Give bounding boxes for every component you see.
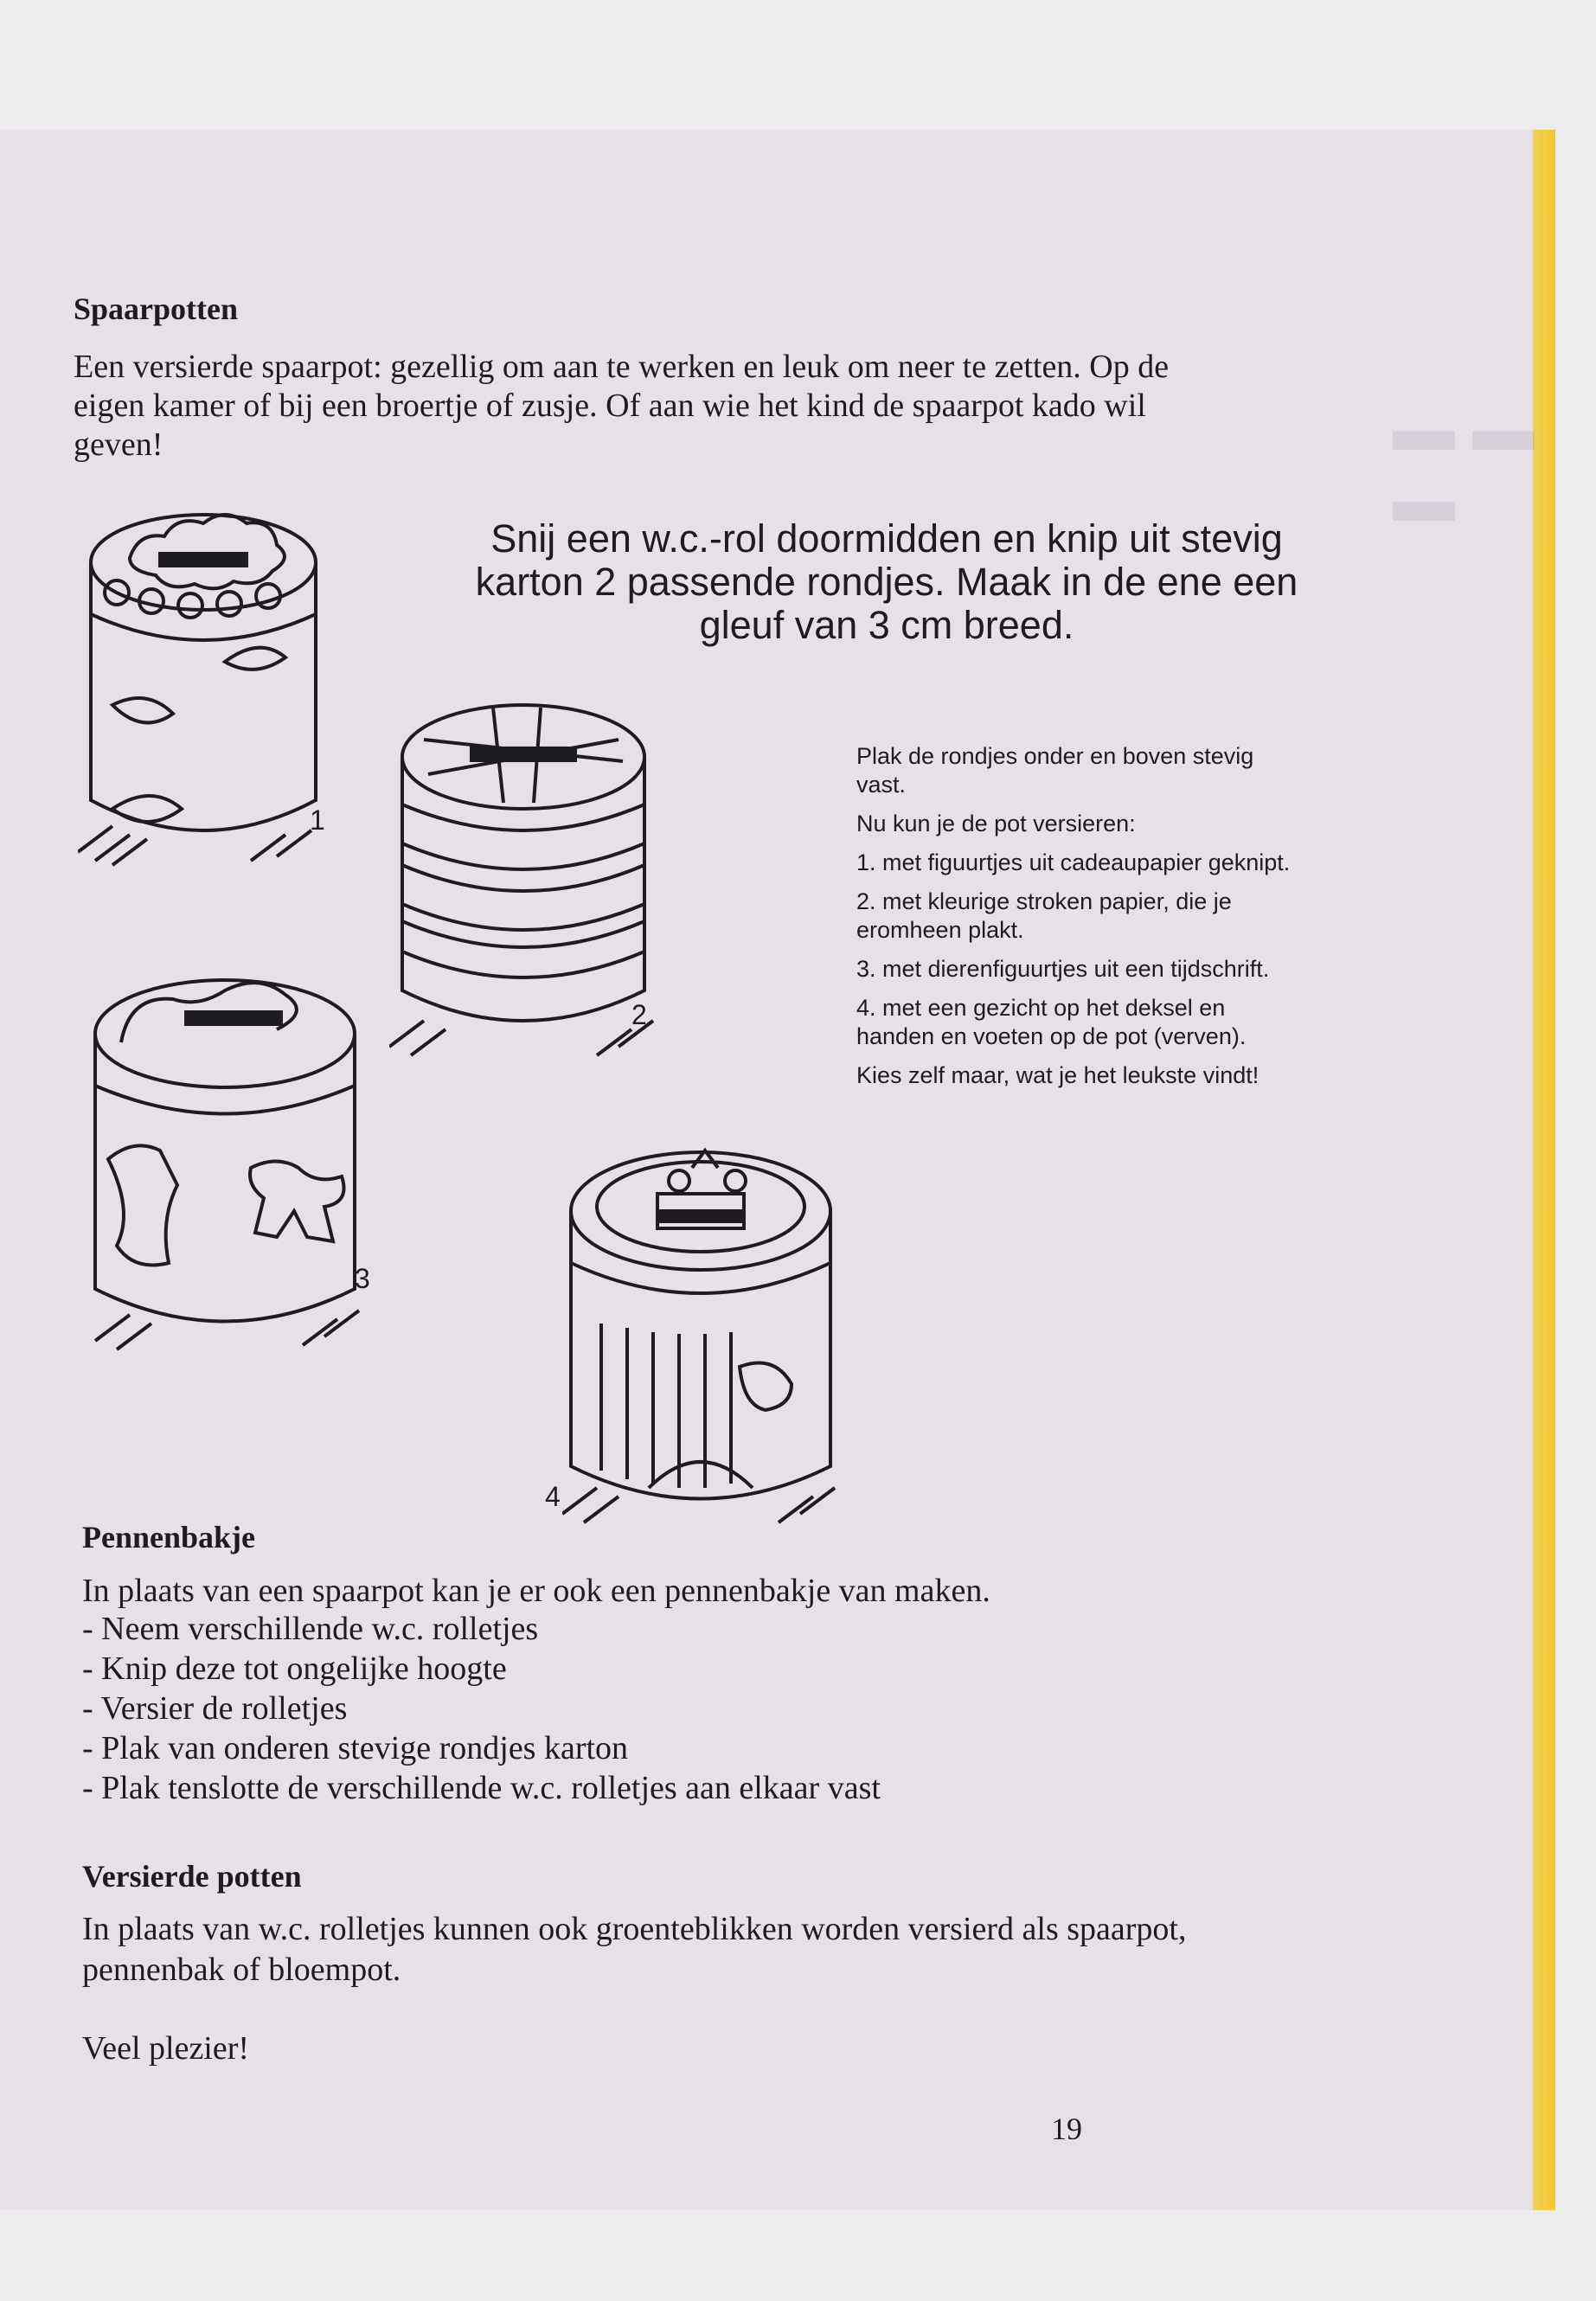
list-item: - Knip deze tot ongelijke hoogte (82, 1650, 507, 1687)
main-instruction-line: Snij een w.c.-rol doormidden en knip uit stevig (490, 516, 1283, 561)
list-item: - Plak tenslotte de verschillende w.c. rolletjes aan elkaar vast (82, 1770, 881, 1806)
main-instruction-line: karton 2 passende rondjes. Maak in de ene een (475, 560, 1298, 604)
instruction-steps (856, 742, 1306, 1100)
figure-4-illustration (562, 1133, 839, 1540)
closing-text: Veel plezier! (82, 2030, 250, 2067)
figure-1-illustration (78, 506, 329, 887)
step-text: Nu kun je de pot versieren: (856, 811, 1136, 836)
main-instruction-line: gleuf van 3 cm breed. (699, 603, 1074, 647)
list-item: - Versier de rolletjes (82, 1690, 348, 1727)
step-text: 3. met dierenfiguurtjes uit een tijdschrift. (856, 956, 1270, 982)
figure-4-label: 4 (545, 1481, 561, 1512)
section-title-versierde-potten: Versierde potten (82, 1859, 302, 1894)
intro-line-1: Een versierde spaarpot: gezellig om aan te werken en leuk om neer te zetten. Op de (74, 349, 1170, 385)
step-text: 1. met figuurtjes uit cadeaupapier geknipt. (856, 849, 1291, 875)
show-through-heading: ▬ ▬ ▬ (1393, 394, 1535, 535)
list-item: - Neem verschillende w.c. rolletjes (82, 1611, 539, 1647)
step-text: Plak de rondjes onder en boven stevig vast. (856, 743, 1254, 798)
pennenbakje-intro: In plaats van een spaarpot kan je er ook een pennenbakje van maken. (82, 1573, 990, 1609)
intro-line-2: eigen kamer of bij een broertje of zusje. Of aan wie het kind de spaarpot kado wil (74, 388, 1146, 424)
main-instruction (381, 517, 1393, 647)
list-item: - Plak van onderen stevige rondjes karton (82, 1730, 629, 1766)
intro-line-3: geven! (74, 426, 163, 463)
figure-3-label: 3 (355, 1263, 370, 1294)
versierde-potten-line-2: pennenbak of bloempot. (82, 1952, 401, 1988)
figure-1-label: 1 (310, 804, 325, 836)
figure-3-illustration (87, 960, 363, 1367)
section-title-spaarpotten: Spaarpotten (74, 292, 239, 326)
figure-2-illustration (389, 692, 657, 1081)
page-number: 19 (1051, 2112, 1082, 2146)
versierde-potten-line-1: In plaats van w.c. rolletjes kunnen ook groenteblikken worden versierd als spaarpot, (82, 1911, 1187, 1947)
step-text: Kies zelf maar, wat je het leukste vindt! (856, 1062, 1259, 1088)
figure-2-label: 2 (631, 999, 647, 1030)
step-text: 4. met een gezicht op het deksel en handen en voeten op de pot (verven). (856, 995, 1247, 1049)
step-text: 2. met kleurige stroken papier, die je eromheen plakt. (856, 888, 1232, 943)
section-title-pennenbakje: Pennenbakje (82, 1520, 256, 1554)
pennenbakje-steps (82, 1609, 881, 1808)
